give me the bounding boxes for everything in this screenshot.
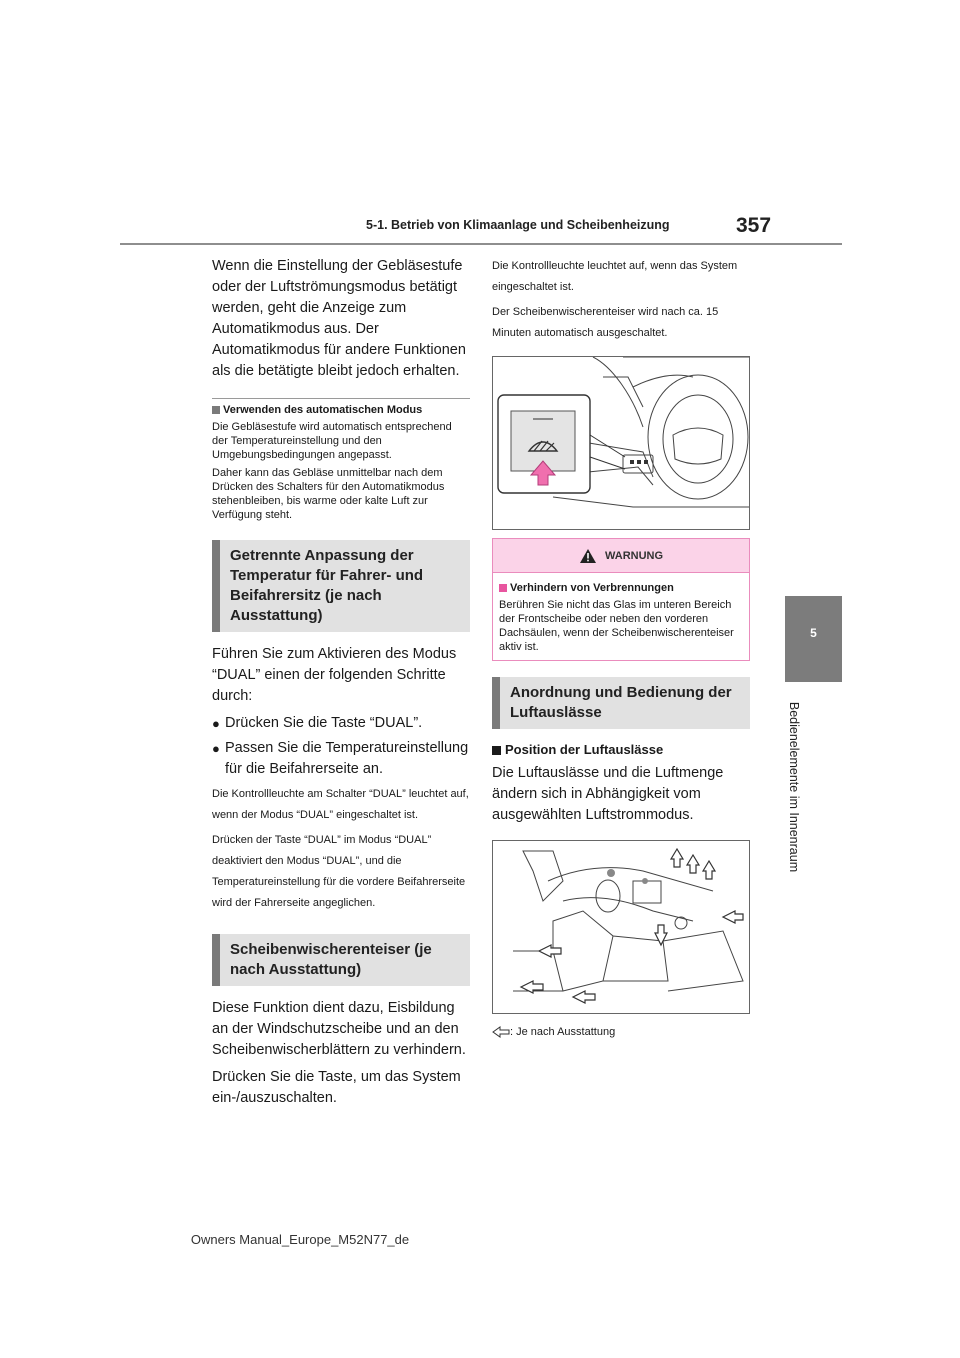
square-bullet-icon: [499, 584, 507, 592]
left-column: [212, 256, 470, 1115]
warning-title: WARNUNG: [604, 549, 664, 562]
vents-section-heading: Anordnung und Bedienung der Luftauslässe: [492, 677, 750, 729]
chapter-number: 5: [810, 626, 817, 640]
warning-box: [492, 538, 750, 661]
vents-figure: [492, 840, 750, 1014]
auto-mode-heading-text: Verwenden des automatischen Modus: [223, 404, 423, 416]
chapter-tab: [785, 596, 842, 682]
vents-legend-text: : Je nach Ausstattung: [510, 1026, 616, 1038]
warning-heading-text: Verhindern von Verbrennungen: [510, 582, 674, 594]
vents-subheading: [492, 741, 752, 759]
vents-legend: [492, 1026, 752, 1038]
auto-off-note: Der Scheibenwischerenteiser wird nach ca. 15 Minuten automatisch ausgeschaltet.: [492, 306, 719, 339]
footer-text: Owners Manual_Europe_M52N77_de: [190, 1232, 410, 1247]
bullet-dot-icon: ●: [212, 741, 220, 756]
auto-mode-heading: [212, 403, 470, 417]
dual-note-1: Die Kontrollleuchte am Schalter “DUAL” leuchtet auf, wenn der Modus “DUAL” eingeschaltet ist.: [212, 788, 469, 821]
dual-bullet-1-text: Drücken Sie die Taste “DUAL”.: [225, 715, 423, 731]
right-column: [492, 256, 752, 1038]
optional-equipment-arrow-icon: [492, 1026, 510, 1038]
wiper-paragraph-1: Diese Funktion dient dazu, Eisbildung an der Windschutzscheibe und an den Scheibenwischerblättern zu verhindern.: [212, 1000, 466, 1058]
wiper-deicer-figure: [492, 356, 750, 530]
dual-note-2: Drücken der Taste “DUAL” im Modus “DUAL” deaktiviert den Modus “DUAL”, und die Temperatureinstellung für die vordere Beifahrerseite wird der Fahrerseite angeglichen.: [212, 834, 466, 909]
dual-intro: Führen Sie zum Aktivieren des Modus “DUAL” einen der folgenden Schritte durch:: [212, 646, 457, 704]
dashboard-illustration: [493, 357, 749, 529]
subsection-divider: [212, 398, 470, 399]
auto-mode-paragraph-2: Daher kann das Gebläse unmittelbar nach dem Drücken des Schalters für den Automatikmodus stehenbleiben, bis warme oder kalte Luft zur Verfügung steht.: [212, 467, 445, 521]
chapter-label-wrapper: [782, 692, 806, 882]
warning-heading: [499, 581, 743, 595]
intro-paragraph: Wenn die Einstellung der Gebläsestufe oder der Luftströmungsmodus betätigt werden, geht die Anzeige zum Automatikmodus aus. Der Automatikmodus für andere Funktionen als die betätigte bleibt jedoch erhalten.: [212, 258, 466, 379]
warning-header: [493, 539, 749, 573]
warning-text: Berühren Sie nicht das Glas im unteren Bereich der Frontscheibe oder neben den vorderen Dachsäulen, wenn der Scheibenwischerenteiser aktiv ist.: [499, 599, 734, 653]
wiper-section-heading: Scheibenwischerenteiser (je nach Ausstattung): [212, 934, 470, 986]
vents-subheading-text: Position der Luftauslässe: [505, 742, 664, 757]
dual-section-heading: Getrennte Anpassung der Temperatur für Fahrer- und Beifahrersitz (je nach Ausstattung): [212, 540, 470, 632]
warning-triangle-icon: [579, 548, 597, 564]
header-section-title: 5-1. Betrieb von Klimaanlage und Scheibenheizung: [366, 218, 670, 232]
indicator-note: Die Kontrollleuchte leuchtet auf, wenn das System eingeschaltet ist.: [492, 260, 738, 293]
dual-bullet-1: [212, 713, 470, 734]
cabin-vents-illustration: [493, 841, 749, 1013]
square-bullet-icon: [212, 406, 220, 414]
warning-body: [493, 573, 749, 660]
wiper-paragraph-2: Drücken Sie die Taste, um das System ein-/auszuschalten.: [212, 1069, 461, 1106]
vents-paragraph: Die Luftauslässe und die Luftmenge ändern sich in Abhängigkeit vom ausgewählten Luftstrommodus.: [492, 765, 724, 823]
auto-mode-paragraph-1: Die Gebläsestufe wird automatisch entsprechend der Temperatureinstellung und den Umgebungsbedingungen angepasst.: [212, 421, 452, 461]
square-bullet-icon: [492, 746, 501, 755]
chapter-label: Bedienelemente im Innenraum: [787, 701, 801, 873]
header-divider: [120, 243, 842, 245]
dual-bullet-2: [212, 738, 470, 780]
page-number: 357: [736, 214, 772, 237]
bullet-dot-icon: ●: [212, 716, 220, 731]
dual-bullet-2-text: Passen Sie die Temperatureinstellung für die Beifahrerseite an.: [225, 740, 469, 777]
